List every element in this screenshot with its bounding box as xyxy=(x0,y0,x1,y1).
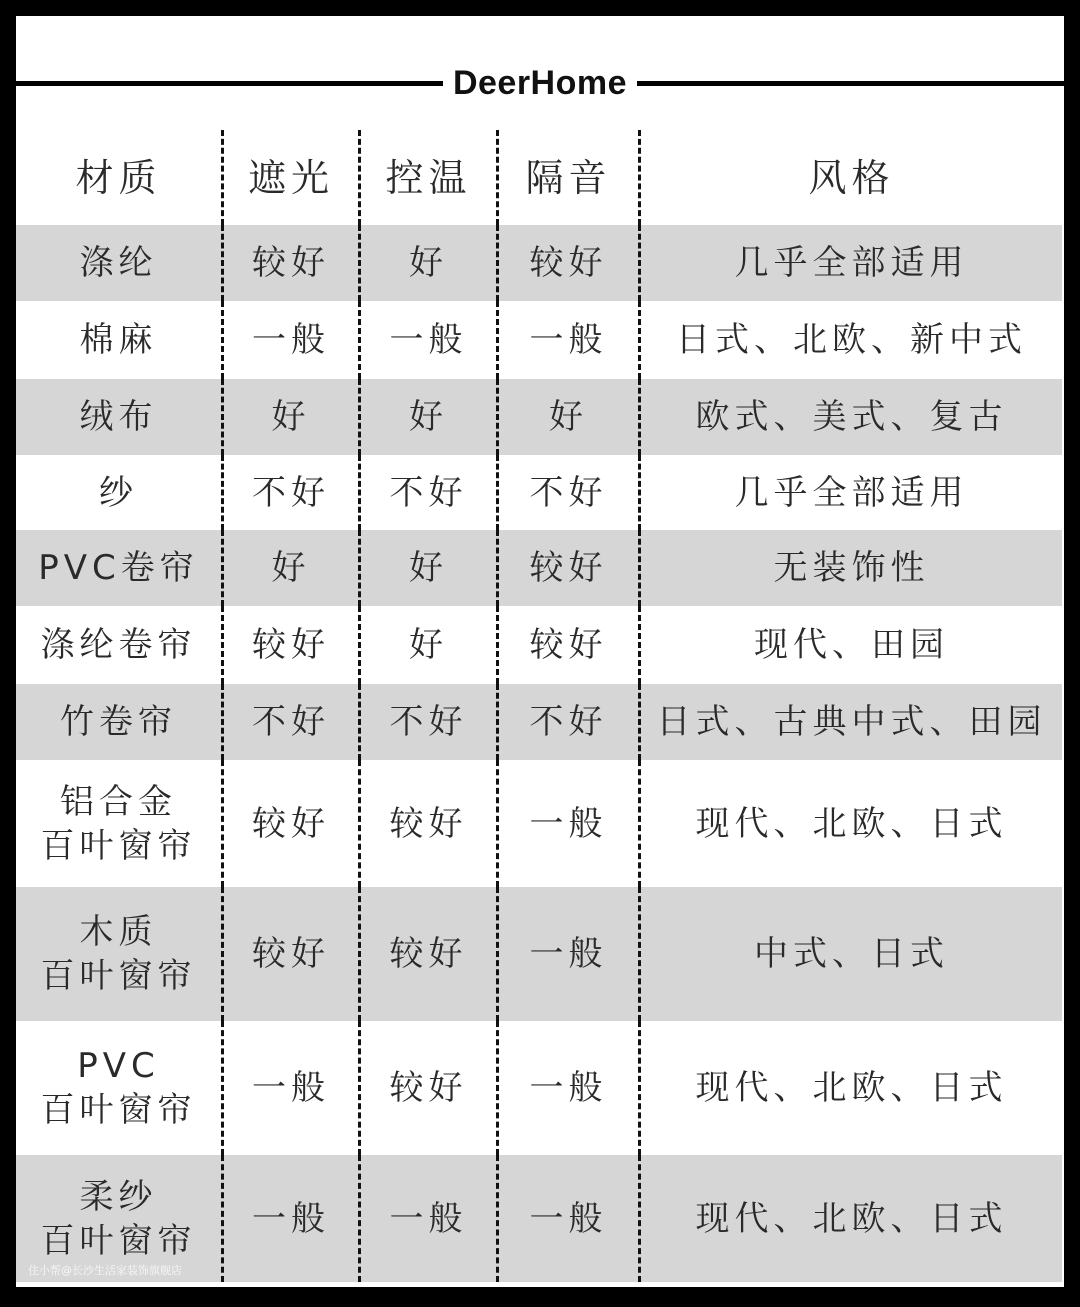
style-cell: 现代、北欧、日式 xyxy=(695,1068,1008,1108)
shading-cell: 一般 xyxy=(224,1155,361,1282)
shading-cell: 好 xyxy=(224,530,361,606)
sound-cell: 一般 xyxy=(499,760,641,887)
material-lines xyxy=(41,1175,197,1263)
header-style: 风格 xyxy=(808,155,895,200)
sound-cell: 一般 xyxy=(499,1155,641,1282)
shading-cell: 较好 xyxy=(224,225,361,301)
material-cell: 涤纶 xyxy=(16,225,224,301)
material-line-1: 木质 xyxy=(79,912,158,952)
style-cell: 几乎全部适用 xyxy=(734,472,969,513)
temperature-cell: 一般 xyxy=(361,301,499,379)
temperature-cell: 较好 xyxy=(361,760,499,887)
shading-cell: 一般 xyxy=(224,1021,361,1155)
sound-cell: 不好 xyxy=(499,684,641,760)
temperature-cell: 好 xyxy=(361,530,499,606)
material-line-1: PVC xyxy=(77,1046,160,1086)
table-row xyxy=(16,1021,1062,1155)
shading-cell: 较好 xyxy=(224,606,361,684)
style-cell: 无装饰性 xyxy=(773,548,930,588)
watermark-text: 住小帮@长沙生活家装饰旗舰店 xyxy=(28,1264,182,1277)
style-cell: 中式、日式 xyxy=(754,934,949,974)
table-header-row xyxy=(16,130,1062,225)
material-cell: 涤纶卷帘 xyxy=(16,606,224,684)
material-lines xyxy=(41,910,197,998)
temperature-cell: 不好 xyxy=(361,684,499,760)
material-cell: PVC卷帘 xyxy=(16,530,224,606)
table-row xyxy=(16,455,1062,530)
temperature-cell: 较好 xyxy=(361,887,499,1021)
temperature-cell: 好 xyxy=(361,379,499,455)
header-temperature: 控温 xyxy=(361,130,499,225)
header-material: 材质 xyxy=(16,130,224,225)
sound-cell: 好 xyxy=(499,379,641,455)
temperature-cell: 好 xyxy=(361,225,499,301)
table-row xyxy=(16,225,1062,301)
style-cell: 现代、北欧、日式 xyxy=(695,803,1008,844)
curtain-comparison-table xyxy=(16,130,1062,1282)
material-lines xyxy=(41,780,197,868)
style-cell: 现代、田园 xyxy=(754,625,949,665)
style-cell: 几乎全部适用 xyxy=(734,243,969,283)
material-line-2: 百叶窗帘 xyxy=(40,1220,197,1261)
sound-cell: 一般 xyxy=(499,887,641,1021)
table-row xyxy=(16,887,1062,1021)
brand-header xyxy=(0,62,1080,104)
shading-cell: 不好 xyxy=(224,684,361,760)
sound-cell: 一般 xyxy=(499,301,641,379)
header-shading: 遮光 xyxy=(224,130,361,225)
table-row xyxy=(16,760,1062,887)
material-cell: 绒布 xyxy=(16,379,224,455)
temperature-cell: 一般 xyxy=(361,1155,499,1282)
shading-cell: 较好 xyxy=(224,760,361,887)
shading-cell: 好 xyxy=(224,379,361,455)
table-row xyxy=(16,530,1062,606)
table-row xyxy=(16,684,1062,760)
temperature-cell: 不好 xyxy=(361,455,499,530)
sound-cell: 不好 xyxy=(499,455,641,530)
sound-cell: 较好 xyxy=(499,225,641,301)
brand-title: DeerHome xyxy=(443,62,637,104)
material-cell: 纱 xyxy=(16,455,224,530)
material-line-2: 百叶窗帘 xyxy=(40,1090,197,1130)
material-cell xyxy=(16,887,224,1021)
temperature-cell: 好 xyxy=(361,606,499,684)
shading-cell: 较好 xyxy=(224,887,361,1021)
material-line-2: 百叶窗帘 xyxy=(40,825,197,866)
material-cell xyxy=(16,760,224,887)
table-row xyxy=(16,606,1062,684)
sound-cell: 较好 xyxy=(499,606,641,684)
material-line-1: 柔纱 xyxy=(79,1176,158,1217)
table-row xyxy=(16,301,1062,379)
style-cell: 日式、古典中式、田园 xyxy=(656,702,1047,742)
material-cell: 棉麻 xyxy=(16,301,224,379)
style-cell: 欧式、美式、复古 xyxy=(695,397,1008,437)
style-cell: 现代、北欧、日式 xyxy=(695,1198,1008,1239)
temperature-cell: 较好 xyxy=(361,1021,499,1155)
style-cell: 日式、北欧、新中式 xyxy=(676,320,1027,360)
sound-cell: 一般 xyxy=(499,1021,641,1155)
material-cell xyxy=(16,1021,224,1155)
material-lines xyxy=(41,1044,197,1132)
material-line-2: 百叶窗帘 xyxy=(40,956,197,996)
table-row xyxy=(16,379,1062,455)
shading-cell: 一般 xyxy=(224,301,361,379)
material-cell: 竹卷帘 xyxy=(16,684,224,760)
header-sound: 隔音 xyxy=(499,130,641,225)
material-line-1: 铝合金 xyxy=(60,781,177,822)
shading-cell: 不好 xyxy=(224,455,361,530)
sound-cell: 较好 xyxy=(499,530,641,606)
